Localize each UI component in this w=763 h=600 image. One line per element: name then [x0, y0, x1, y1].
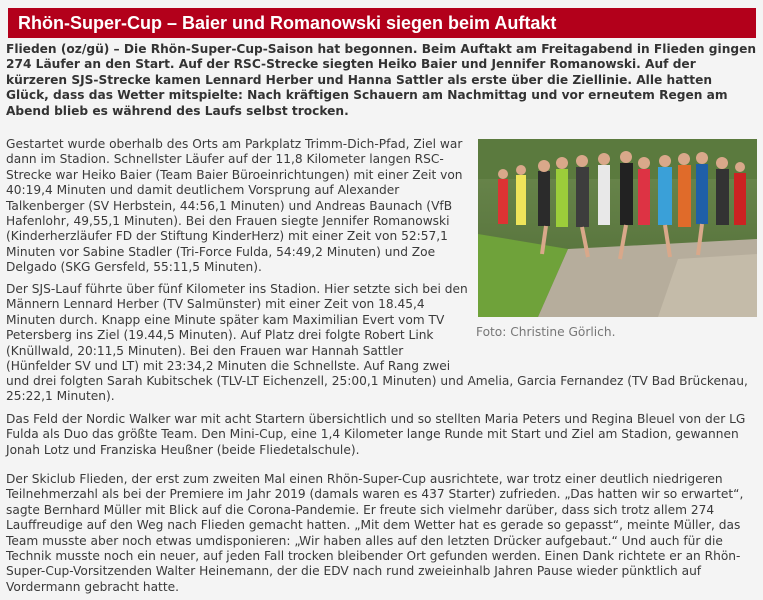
paragraph-sjs-results: Der SJS-Lauf führte über fünf Kilometer ins Stadion. Hier setzte sich bei den Männern Lennard Herber (TV Salmünster) mit einer Zeit von 18.45,4 Minuten durch. Knapp eine Minute später kam Maximilian Evert vom TV Petersberg ins Ziel (19.44,5 Minuten). Auf Platz drei folgte Robert Link (Knüllwald, 20:11,5 Minuten). Bei den Frauen war Hannah Sattler (Hünfelder SV und LT) mit 23:34,2 Minuten die Schnellste. Auf Rang zwei	[6, 282, 468, 374]
paragraph-nordic-walker: Das Feld der Nordic Walker war mit acht Startern übersichtlich und so stellten Maria Peters und Regina Bleuel von der LG Fulda als Duo das größte Team. Den Mini-Cup, eine 1,4 Kilometer lange Runde mit Start und Ziel am Stadion, gewannen Jonah Lotz und Franziska Heußner (beide Fliedetalschule).	[6, 412, 746, 457]
runners-photo-image	[478, 139, 757, 317]
runners-photo	[478, 139, 757, 317]
photo-caption: Foto: Christine Görlich.	[476, 325, 616, 339]
article-headline: Rhön-Super-Cup – Baier und Romanowski siegen beim Auftakt	[8, 8, 756, 38]
paragraph-rsc-results: Gestartet wurde oberhalb des Orts am Parkplatz Trimm-Dich-Pfad, Ziel war dann im Stadion. Schnellster Läufer auf der 11,8 Kilometer langen RSC-Strecke war Heiko Baier (Team Baier Büroeinrichtungen) mit einer Zeit von 40:19,4 Minuten und damit deutlichem Vorsprung auf Alexander Talkenberger (SV Herbstein, 44:56,1 Minuten) und Andreas Baunach (VfB Hafenlohr, 49,55,1 Minuten). Bei den Frauen siegte Jennifer Romanowski (Kinderherzläufer FD der Stiftung KinderHerz) mit einer Zeit von 52:57,1 Minuten vor Sabine Stadler (Tri-Force Fulda, 54:49,2 Minuten) und Zoe Delgado (SKG Gersfeld, 55:11,5 Minuten).	[6, 137, 463, 275]
article-lead: Flieden (oz/gü) – Die Rhön-Super-Cup-Saison hat begonnen. Beim Auftakt am Freitagabend in Flieden gingen 274 Läufer an den Start. Auf der RSC-Strecke siegten Heiko Baier und Jennifer Romanowski. Auf der kürzeren SJS-Strecke kamen Lennard Herber und Hanna Sattler als erste über die Ziellinie. Alle hatten Glück, dass das Wetter mitspielte: Nach kräftigen Schauern am Nachmittag und vor erneutem Regen am Abend blieb es während des Laufs selbst trocken.	[6, 42, 757, 118]
paragraph-sjs-results-tail: und drei folgten Sarah Kubitschek (TLV-LT Eichenzell, 25:00,1 Minuten) und Amelia, Garcia Fernandez (TV Bad Brückenau, 25:22,1 Minuten).	[6, 374, 748, 404]
paragraph-skiclub: Der Skiclub Flieden, der erst zum zweiten Mal einen Rhön-Super-Cup ausrichtete, war trotz einer deutlich niedrigeren Teilnehmerzahl als bei der Premiere im Jahr 2019 (damals waren es 437 Starter) zufrieden. „Das hatten wir so erwartet“, sagte Bernhard Müller mit Blick auf die Corona-Pandemie. Er freute sich vielmehr darüber, dass sich trotz allem 274 Lauffreudige auf den Weg nach Flieden gemacht hatten. „Mit dem Wetter hat es gerade so gepasst“, meinte Müller, das Team musste aber noch etwas umdisponieren: „Wir haben alles auf den letzten Drücker aufgebaut.“ Und auch für die Technik musste noch ein neuer, auf jeden Fall trocken bleibender Ort gefunden werden. Einen Dank richtete er an Rhön-Super-Cup-Vorsitzenden Walter Heinemann, der die EDV nach rund zweieinhalb Jahren Pause wieder pünktlich auf Vordermann gebracht hatte.	[6, 472, 744, 594]
